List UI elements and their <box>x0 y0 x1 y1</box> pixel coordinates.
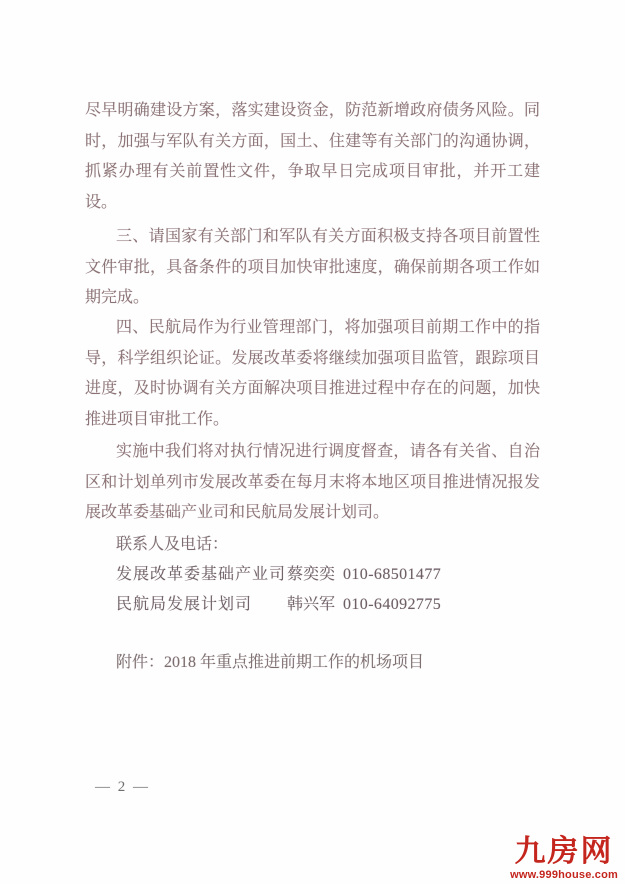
paragraph <box>85 222 540 314</box>
paragraph <box>85 437 540 529</box>
watermark <box>510 835 618 881</box>
text-line: 期完成。 <box>85 289 150 306</box>
contact-person-name: 韩兴军 <box>287 596 336 613</box>
contacts-section <box>85 530 540 560</box>
text-line: 时，加强与军队有关方面，国土、住建等有关部门的沟通协调， <box>85 132 540 150</box>
contact-person-name: 蔡奕奕 <box>287 566 336 583</box>
paragraph <box>85 96 540 218</box>
contact-department: 发展改革委基础产业司 <box>116 566 287 583</box>
text-line: 区和计划单列市发展改革委在每月末将本地区项目推进情况报发 <box>85 473 540 491</box>
text-line: 展改革委基础产业司和民航局发展计划司。 <box>85 504 390 521</box>
watermark-url: www.999house.com <box>510 869 618 881</box>
attachment-section <box>85 648 540 678</box>
text-line: 设。 <box>85 193 118 211</box>
contact-department: 民航局发展计划司 <box>116 596 253 613</box>
text-line: 三、请国家有关部门和军队有关方面积极支持各项目前置性 <box>116 228 540 245</box>
contact-phone: 010-64092775 <box>343 596 442 613</box>
text-line: 抓紧办理有关前置性文件，争取早日完成项目审批，并开工建 <box>85 163 540 180</box>
text-line: 四、民航局作为行业管理部门，将加强项目前期工作中的指 <box>116 319 540 336</box>
contact-phone: 010-68501477 <box>343 566 442 583</box>
text-line: 导，科学组织论证。发展改革委将继续加强项目监管，跟踪项目 <box>85 349 540 367</box>
text-line: 文件审批，具备条件的项目加快审批速度，确保前期各项工作如 <box>85 258 540 276</box>
text-line: 实施中我们将对执行情况进行调度督查，请各有关省、自治 <box>116 443 540 460</box>
contacts-heading: 联系人及电话： <box>116 536 229 553</box>
contact-row <box>85 560 571 590</box>
paragraph <box>85 313 540 435</box>
text-line: 尽早明确建设方案，落实建设资金，防范新增政府债务风险。同 <box>85 102 540 119</box>
contact-row <box>85 590 571 620</box>
text-line: 推进项目审批工作。 <box>85 410 230 428</box>
watermark-logo: 九房网 <box>514 833 614 869</box>
attachment-note: 附件：2018 年重点推进前期工作的机场项目 <box>116 654 425 671</box>
page-number: — 2 — <box>95 779 150 795</box>
text-line: 进度，及时协调有关方面解决项目推进过程中存在的问题，加快 <box>85 380 540 397</box>
